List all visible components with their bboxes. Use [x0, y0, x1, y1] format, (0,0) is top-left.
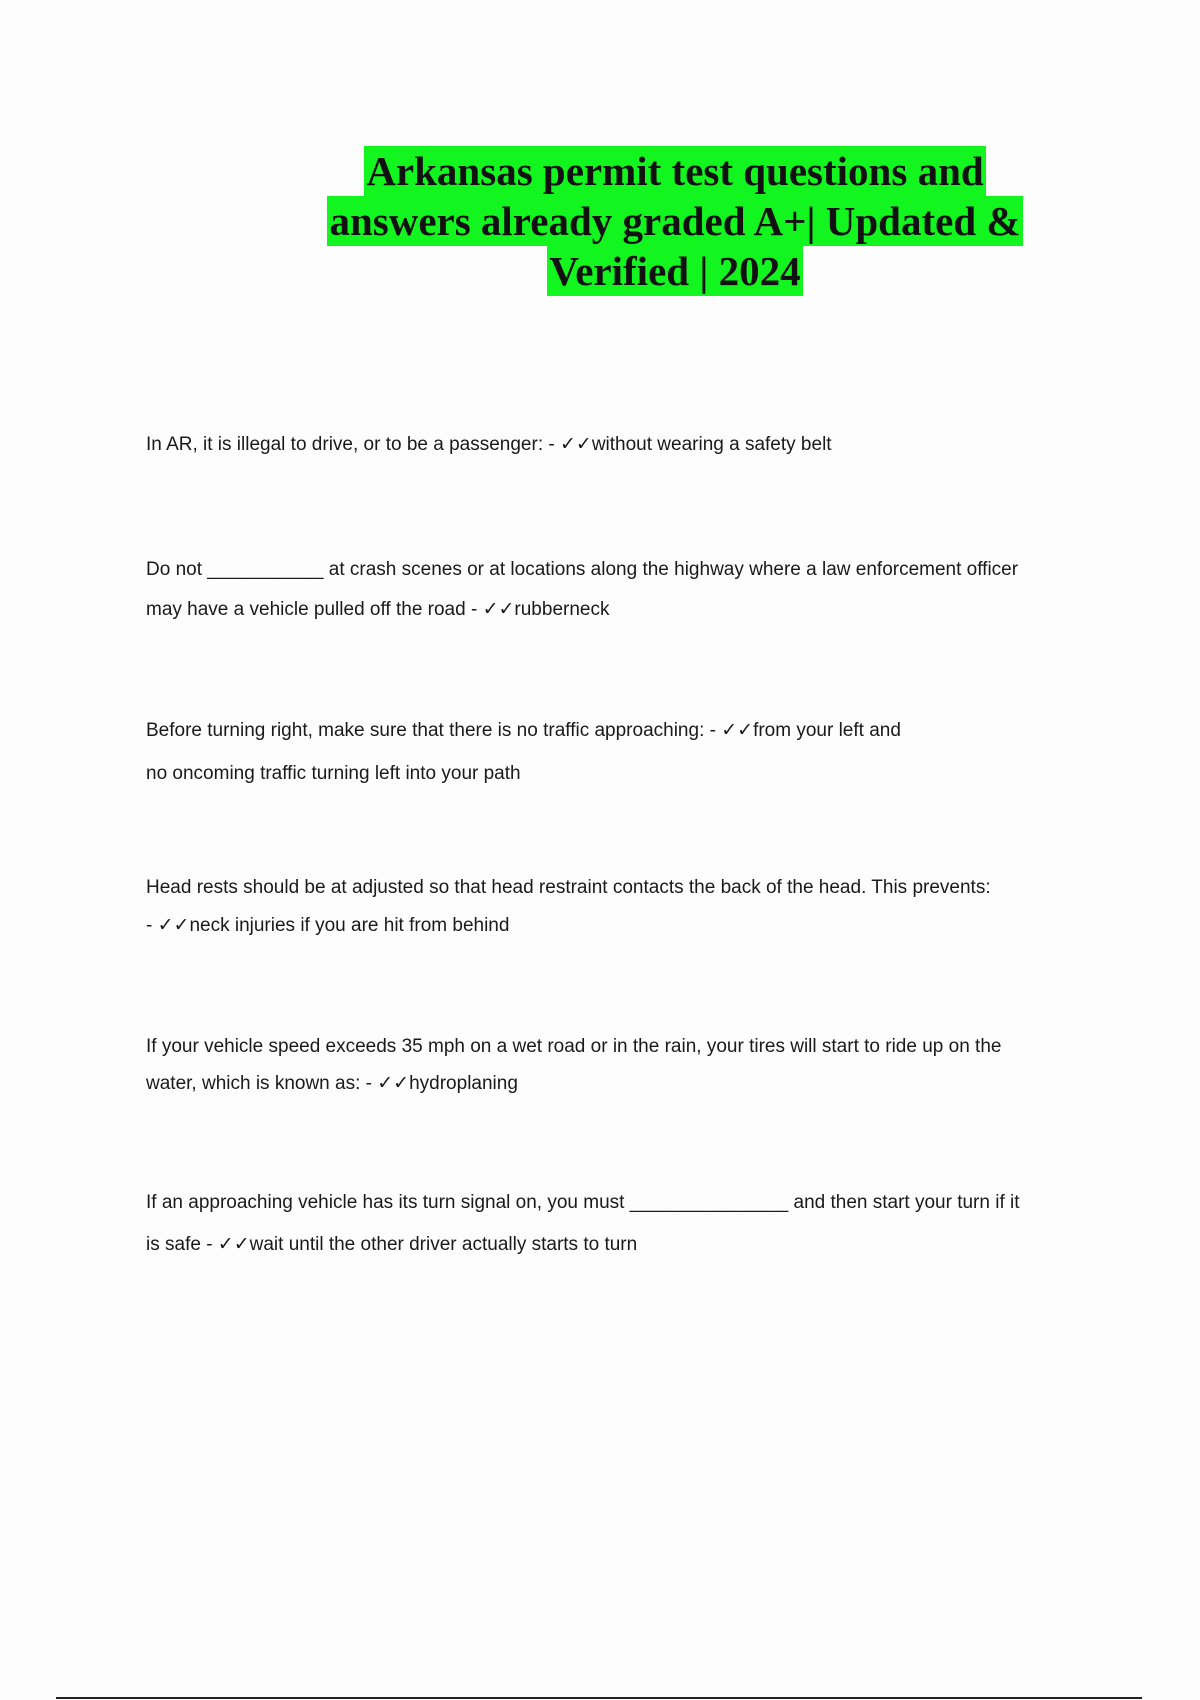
qa-item-2: [146, 548, 1076, 632]
qa-item-5: [146, 1028, 1076, 1102]
qa-line: water, which is known as: - ✓✓hydroplaning: [146, 1073, 518, 1094]
qa-line: is safe - ✓✓wait until the other driver actually starts to turn: [146, 1234, 638, 1255]
qa-line: no oncoming traffic turning left into your path: [146, 763, 521, 784]
qa-item-1: [146, 432, 1076, 458]
qa-line: - ✓✓neck injuries if you are hit from behind: [146, 915, 510, 936]
qa-line: If your vehicle speed exceeds 35 mph on a wet road or in the rain, your tires will start to ride up on the: [146, 1036, 1002, 1057]
qa-item-4: [146, 869, 1076, 945]
qa-item-6: [146, 1182, 1076, 1266]
qa-line: Head rests should be at adjusted so that head restraint contacts the back of the head. This prevents:: [146, 877, 991, 898]
document-title: [0, 146, 1200, 296]
title-line-2: answers already graded A+| Updated &: [329, 198, 1021, 244]
title-line-1: Arkansas permit test questions and: [366, 148, 984, 194]
qa-line: If an approaching vehicle has its turn signal on, you must _______________ and then start your turn if it: [146, 1192, 1020, 1213]
footer-divider: [56, 1697, 1142, 1699]
qa-line: may have a vehicle pulled off the road - ✓✓rubberneck: [146, 599, 610, 620]
qa-line: Before turning right, make sure that there is no traffic approaching: - ✓✓from your left and: [146, 720, 901, 741]
qa-line: Do not ___________ at crash scenes or at locations along the highway where a law enforcement officer: [146, 559, 1019, 580]
qa-item-3: [146, 709, 1076, 795]
title-line-3: Verified | 2024: [549, 248, 801, 294]
qa-line: In AR, it is illegal to drive, or to be a passenger: - ✓✓without wearing a safety belt: [146, 434, 832, 455]
